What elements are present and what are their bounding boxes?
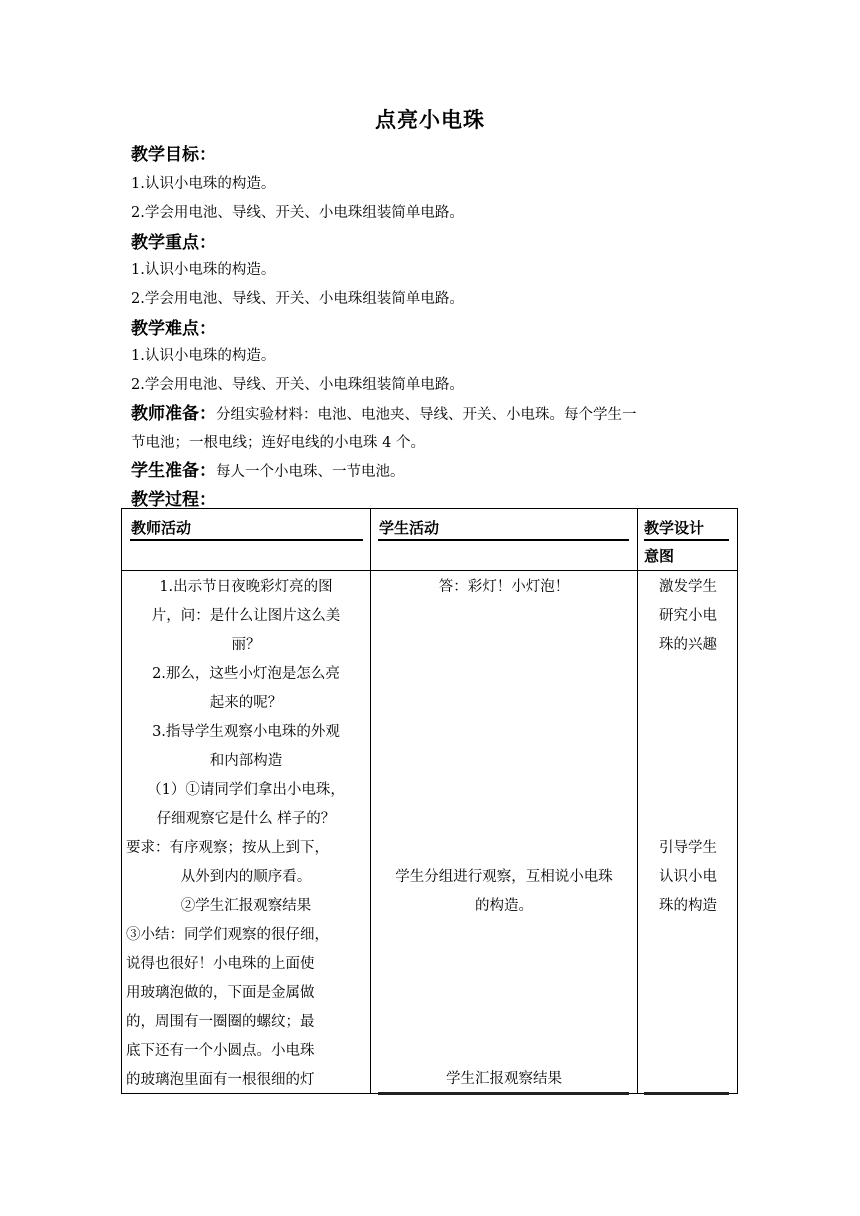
- student-prep-heading: 学生准备：: [131, 461, 216, 481]
- header-student-activity: 学生活动: [379, 519, 440, 537]
- column-divider: [370, 509, 371, 1093]
- goal-item: 1.认识小电珠的构造。: [131, 176, 276, 192]
- header-underline: [130, 539, 363, 541]
- design-intent-line: 引导学生: [659, 840, 717, 856]
- student-answer: 答：彩灯！小灯泡！: [438, 579, 570, 595]
- teacher-prep-text-cont: 节电池；一根电线；连好电线的小电珠 4 个。: [131, 435, 425, 451]
- header-teacher-activity: 教师活动: [131, 519, 192, 537]
- goal-item: 2.学会用电池、导线、开关、小电珠组装简单电路。: [131, 205, 464, 221]
- design-intent-line: 激发学生: [659, 579, 717, 595]
- process-table: [121, 508, 738, 1094]
- teacher-line: 用玻璃泡做的，下面是金属做: [126, 985, 315, 1001]
- student-report: 学生汇报观察结果: [446, 1071, 562, 1087]
- teacher-line: 要求：有序观察；按从上到下，: [126, 840, 329, 856]
- teacher-prep-heading: 教师准备：: [131, 404, 216, 424]
- teacher-line: 2.那么，这些小灯泡是怎么亮: [152, 666, 340, 682]
- header-underline: [378, 539, 629, 541]
- difficulty-item: 1.认识小电珠的构造。: [131, 348, 276, 364]
- student-observe-line: 的构造。: [475, 898, 533, 914]
- focus-item: 1.认识小电珠的构造。: [131, 262, 276, 278]
- student-observe-line: 学生分组进行观察，互相说小电珠: [395, 869, 613, 885]
- design-intent-line: 研究小电: [659, 608, 717, 624]
- cell-bottom-rule: [378, 1092, 629, 1095]
- goals-heading: 教学目标：: [131, 145, 216, 165]
- teacher-line: 底下还有一个小圆点。小电珠: [126, 1043, 315, 1059]
- teacher-line: 的玻璃泡里面有一根很细的灯: [126, 1072, 315, 1088]
- teacher-line: 仔细观察它是什么 样子的？: [156, 811, 336, 827]
- teacher-line: 起来的呢？: [209, 695, 283, 711]
- process-heading: 教学过程：: [131, 490, 216, 510]
- difficulty-heading: 教学难点：: [131, 319, 216, 339]
- student-prep-text: 每人一个小电珠、一节电池。: [216, 464, 405, 480]
- focus-heading: 教学重点：: [131, 233, 216, 253]
- header-design-intent: 教学设计: [644, 519, 705, 537]
- focus-item: 2.学会用电池、导线、开关、小电珠组装简单电路。: [131, 291, 464, 307]
- design-intent-line: 珠的兴趣: [659, 637, 717, 653]
- teacher-activity-cell: [126, 573, 366, 1095]
- teacher-line: ③小结：同学们观察的很仔细，: [126, 927, 329, 943]
- cell-bottom-rule: [644, 1092, 729, 1095]
- teacher-prep: [131, 399, 736, 424]
- page-title: 点亮小电珠: [375, 108, 485, 132]
- design-intent-1: [641, 573, 735, 660]
- teacher-line: 和内部构造: [209, 753, 283, 769]
- student-prep: [131, 456, 736, 481]
- design-intent-line: 认识小电: [659, 869, 717, 885]
- teacher-line: 从外到内的顺序看。: [180, 869, 312, 885]
- header-divider: [122, 570, 737, 571]
- header-underline: [644, 539, 729, 541]
- student-observe: [374, 863, 634, 921]
- teacher-line: 片，问：是什么让图片这么美: [151, 608, 341, 624]
- design-intent-line: 珠的构造: [659, 898, 717, 914]
- header-design-intent-cont: 意图: [644, 547, 675, 565]
- teacher-line: ②学生汇报观察结果: [180, 898, 312, 914]
- teacher-line: 3.指导学生观察小电珠的外观: [152, 724, 340, 740]
- teacher-prep-text: 分组实验材料：电池、电池夹、导线、开关、小电珠。每个学生一: [216, 407, 637, 423]
- design-intent-2: [641, 834, 735, 921]
- difficulty-item: 2.学会用电池、导线、开关、小电珠组装简单电路。: [131, 377, 464, 393]
- teacher-line: 说得也很好！小电珠的上面使: [126, 956, 315, 972]
- teacher-line: 丽？: [231, 637, 261, 653]
- teacher-line: 1.出示节日夜晚彩灯亮的图: [159, 579, 333, 595]
- teacher-line: （1）①请同学们拿出小电珠，: [147, 782, 345, 798]
- column-divider: [637, 509, 638, 1093]
- teacher-line: 的，周围有一圈圈的螺纹；最: [126, 1014, 315, 1030]
